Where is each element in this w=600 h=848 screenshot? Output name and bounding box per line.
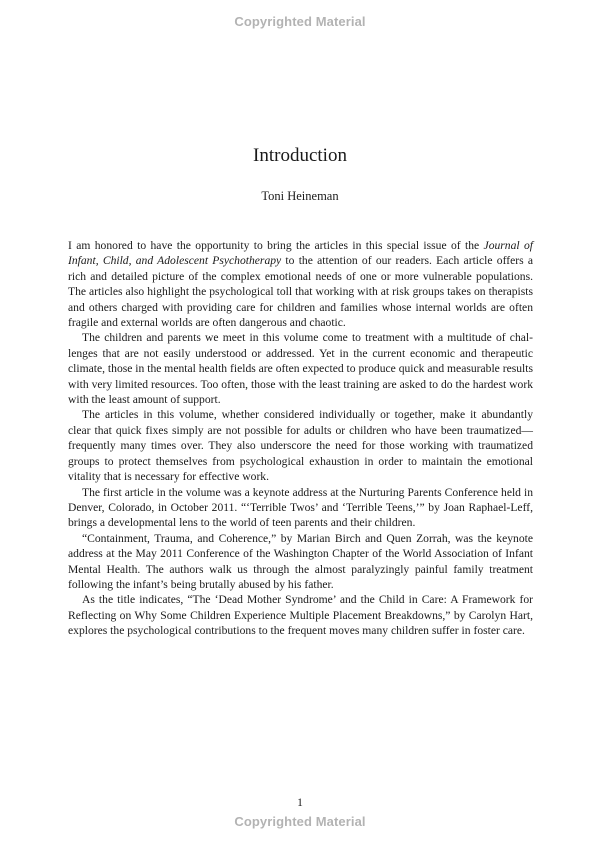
paragraph-6-text: As the title indicates, “The ‘Dead Mother Syndrome’ and the Child in Care: A Framework for Reflecting on Why Some Children Experience Multiple Placement Breakdowns,” by Carolyn Hart, explores the psychological contributions to the frequent moves many children suffer in foster care. bbox=[68, 593, 533, 638]
copyright-watermark-bottom: Copyrighted Material bbox=[234, 814, 366, 829]
paragraph-4 bbox=[68, 485, 533, 531]
paragraph-4-text: The first article in the volume was a keynote address at the Nurturing Parents Conference held in Denver, Colorado, in October 2011. “‘Terrible Twos’ and ‘Terrible Teens,’” by Joan Raphael-Leff, brings a developmental lens to the world of teen parents and their children. bbox=[68, 485, 533, 530]
copyright-watermark-top: Copyrighted Material bbox=[234, 14, 366, 29]
paragraph-2 bbox=[68, 330, 533, 407]
author-name: Toni Heineman bbox=[261, 189, 339, 203]
paragraph-1-part-3: to the attention of our readers. Each article offers a rich and detailed picture of the complex emotional needs of one or more vulnerable populations. The articles also highlight the psychological toll that working with at risk groups takes on therapists and others charged with providing care for children and families whose internal worlds are often fragile and external worlds are often dangerous and chaotic. bbox=[68, 254, 533, 330]
article-body bbox=[68, 238, 533, 639]
page-title: Introduction bbox=[253, 145, 347, 166]
paragraph-1 bbox=[68, 238, 533, 330]
paragraph-6 bbox=[68, 592, 533, 638]
paragraph-3-text: The articles in this volume, whether considered individually or together, make it abundantly clear that quick fixes simply are not possible for adults or children who have been traumatized—frequently many times over. They also underscore the need for those working with traumatized groups to protect themselves from psychological exhaustion in order to maintain the emotional vitality that is necessary for effective work. bbox=[68, 408, 533, 484]
journal-title: Journal of Infant, Child, and Adolescent Psychotherapy bbox=[68, 239, 533, 268]
paragraph-3 bbox=[68, 407, 533, 484]
paragraph-5 bbox=[68, 531, 533, 593]
paragraph-1-part-1: I am honored to have the opportunity to bring the articles in this special issue of the bbox=[68, 239, 484, 252]
paragraph-2-text: The children and parents we meet in this volume come to treatment with a multitude of challenges that are not easily understood or addressed. Yet in the current economic and therapeutic climate, those in the mental health fields are often expected to produce quick and measurable results with very limited resources. Too often, those with the least training are asked to do the hardest work with the least amount of support. bbox=[68, 331, 533, 407]
paragraph-5-text: “Containment, Trauma, and Coherence,” by Marian Birch and Quen Zorrah, was the keynote address at the May 2011 Conference of the Washington Chapter of the World Association of Infant Mental Health. The authors walk us through the almost paralyzingly painful family treatment following the infant’s being brutally abused by his father. bbox=[68, 531, 533, 591]
page-number: 1 bbox=[297, 797, 303, 809]
